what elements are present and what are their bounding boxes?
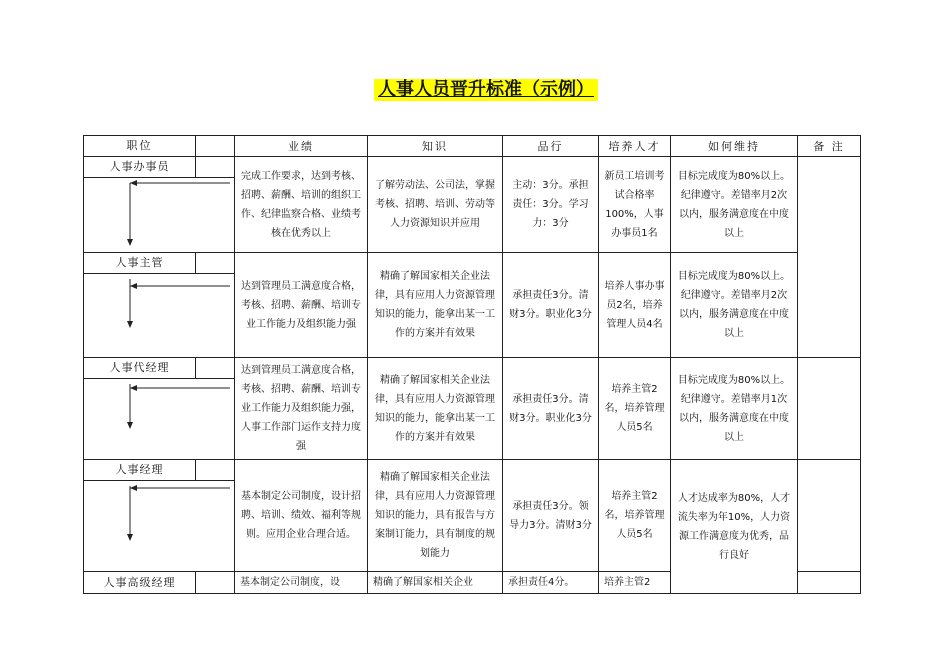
header-conduct: 品行 xyxy=(503,136,599,157)
performance-cell: 达到管理员工满意度合格，考核、招聘、薪酬、培训专业工作能力及组织能力强，人事工作部门运作支持力度强 xyxy=(235,358,368,460)
knowledge-cell: 了解劳动法、公司法，掌握考核、招聘、培训、劳动等人力资源知识并应用 xyxy=(368,157,503,253)
position-cell xyxy=(84,358,235,460)
maintain-cell: 目标完成度为80%以上。纪律遵守。差错率月1次以内，服务满意度在中度以上 xyxy=(671,358,798,460)
promotion-arrow-icon xyxy=(84,253,235,358)
table-row xyxy=(84,253,861,358)
header-maintain: 如何维持 xyxy=(671,136,798,157)
promotion-arrow-icon xyxy=(84,358,235,460)
document-title: 人事人员晋升标准（示例） xyxy=(374,79,598,101)
position-name: 人事代经理 xyxy=(84,358,196,378)
header-talent: 培养人才 xyxy=(599,136,671,157)
knowledge-cell: 精确了解国家相关企业 xyxy=(368,572,503,594)
table-row xyxy=(84,460,861,572)
promotion-arrow-icon xyxy=(84,460,235,572)
position-cell xyxy=(84,572,235,594)
header-position: 职位 xyxy=(84,136,235,157)
position-name: 人事高级经理 xyxy=(84,572,196,593)
position-cell xyxy=(84,253,235,358)
knowledge-cell: 精确了解国家相关企业法律，具有应用人力资源管理知识的能力，具有报告与方案制订能力，具有制度的规划能力 xyxy=(368,460,503,572)
knowledge-cell: 精确了解国家相关企业法律，具有应用人力资源管理知识的能力，能拿出某一工作的方案并有效果 xyxy=(368,253,503,358)
knowledge-cell: 精确了解国家相关企业法律，具有应用人力资源管理知识的能力，能拿出某一工作的方案并有效果 xyxy=(368,358,503,460)
position-name: 人事办事员 xyxy=(84,157,196,177)
talent-cell: 新员工培训考试合格率100%，人事办事员1名 xyxy=(599,157,671,253)
header-knowledge: 知识 xyxy=(368,136,503,157)
table-row xyxy=(84,358,861,460)
performance-cell: 达到管理员工满意度合格，考核、招聘、薪酬、培训专业工作能力及组织能力强 xyxy=(235,253,368,358)
position-cell xyxy=(84,157,235,253)
remarks-cell xyxy=(798,157,861,358)
performance-cell: 完成工作要求，达到考核、招聘、薪酬、培训的组织工作、纪律监察合格、业绩考核在优秀以上 xyxy=(235,157,368,253)
promotion-standards-table xyxy=(83,135,861,594)
remarks-cell xyxy=(798,460,861,572)
talent-cell: 培养主管2名，培养管理人员5名 xyxy=(599,460,671,572)
position-cell xyxy=(84,460,235,572)
header-performance: 业绩 xyxy=(235,136,368,157)
remarks-cell xyxy=(798,358,861,460)
table-row xyxy=(84,157,861,253)
remarks-cell xyxy=(798,572,861,594)
maintain-cell: 目标完成度为80%以上。纪律遵守。差错率月2次以内，服务满意度在中度以上 xyxy=(671,253,798,358)
header-remarks: 备 注 xyxy=(798,136,861,157)
conduct-cell: 承担责任3分。领导力3分。清财3分 xyxy=(503,460,599,572)
performance-cell: 基本制定公司制度，设计招聘、培训、绩效、福利等规则。应用企业合理合适。 xyxy=(235,460,368,572)
header-row xyxy=(84,136,861,157)
maintain-cell: 目标完成度为80%以上。纪律遵守。差错率月2次以内，服务满意度在中度以上 xyxy=(671,157,798,253)
performance-cell: 基本制定公司制度，设 xyxy=(235,572,368,594)
conduct-cell: 承担责任3分。清财3分。职业化3分 xyxy=(503,253,599,358)
talent-cell: 培养主管2名，培养管理人员5名 xyxy=(599,358,671,460)
conduct-cell: 承担责任4分。 xyxy=(503,572,599,594)
talent-cell: 培养人事办事员2名，培养管理人员4名 xyxy=(599,253,671,358)
conduct-cell: 主动：3分。承担责任：3分。学习力：3分 xyxy=(503,157,599,253)
promotion-arrow-icon xyxy=(84,157,235,253)
conduct-cell: 承担责任3分。清财3分。职业化3分 xyxy=(503,358,599,460)
talent-cell: 培养主管2 xyxy=(599,572,671,594)
position-name: 人事经理 xyxy=(84,460,196,480)
maintain-cell: 人才达成率为80%，人才流失率为年10%，人力资源工作满意度为优秀，品行良好 xyxy=(671,460,798,594)
position-name: 人事主管 xyxy=(84,253,196,273)
